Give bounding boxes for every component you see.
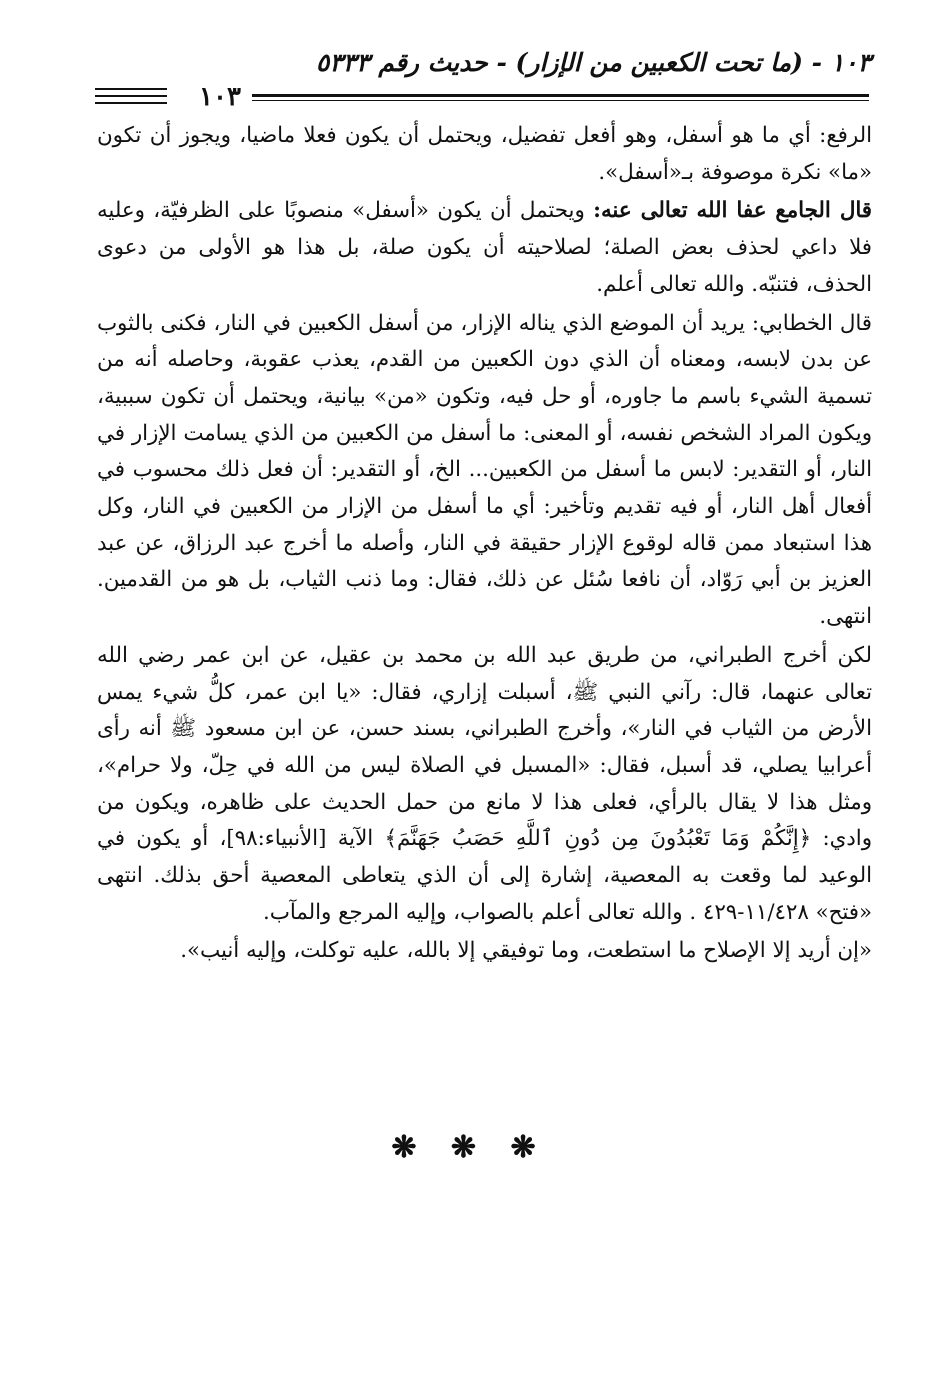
paragraph-text: لكن أخرج الطبراني، من طريق عبد الله بن محمد بن عقيل، عن ابن عمر رضي الله تعالى عنهما، قال: رآني النبي ﷺ، أسبلت إزاري، فقال: «يا ابن عمر، كلُّ شيء يمس الأرض من الثياب في النار»، وأخرج الطبراني، بسند حسن، عن ابن مسعود ﷺ أنه رأى أعرابيا يصلي، قد أسبل، فقال: «المسبل في الصلاة ليس من الله في حِلّ، ولا حرام»، ومثل هذا لا يقال بالرأي، فعلى هذا لا مانع من حمل الحديث على ظاهره، ويكون من وادي: ﴿إِنَّكُمْ وَمَا تَعْبُدُونَ مِن دُونِ ٱللَّهِ حَصَبُ جَهَنَّمَ﴾ الآية [الأنبياء:٩٨]، أو يكون في الوعيد لما وقعت به المعصية، إشارة إلى أن الذي يتعاطى المعصية أحق بذلك. انتهى «فتح» ١١/٤٢٨-٤٢٩ . والله تعالى أعلم بالصواب، وإليه المرجع والمآب. [97, 642, 872, 925]
paragraph-2 [97, 193, 872, 303]
paragraph-1 [97, 118, 872, 191]
body-text [97, 118, 872, 970]
paragraph-text: «إن أريد إلا الإصلاح ما استطعت، وما توفيقي إلا بالله، عليه توكلت، وإليه أنيب». [180, 938, 872, 964]
paragraph-text: الرفع: أي ما هو أسفل، وهو أفعل تفضيل، ويحتمل أن يكون فعلا ماضيا، ويجوز أن تكون «ما» نكرة موصوفة بـ«أسفل». [97, 123, 872, 185]
header-rule-left [95, 95, 167, 97]
header-rule [252, 94, 869, 97]
paragraph-text: ويحتمل أن يكون «أسفل» منصوبًا على الظرفيّة، وعليه فلا داعي لحذف بعض الصلة؛ لصلاحيته أن يكون صلة، بل هذا هو الأولى من دعوى الحذف، فتنبّه. والله تعالى أعلم. [97, 198, 872, 297]
paragraph-3 [97, 306, 872, 636]
page-number: ١٠٣ [199, 82, 241, 112]
header-rule-left [95, 102, 167, 104]
paragraph-5 [97, 933, 872, 970]
paragraph-text: قال الخطابي: يريد أن الموضع الذي يناله الإزار، من أسفل الكعبين في النار، فكنى بالثوب عن بدن لابسه، ومعناه أن الذي دون الكعبين من القدم، يعذب عقوبة، وحاصله أنه من تسمية الشيء باسم ما جاوره، أو حل فيه، وتكون «من» بيانية، ويحتمل أن تكون سببية، ويكون المراد الشخص نفسه، أو المعنى: ما أسفل من الكعبين من الذي يسامت الإزار في النار، أو التقدير: لابس ما أسفل من الكعبين... الخ، أو التقدير: أن فعل ذلك محسوب في أفعال أهل النار، أو فيه تقديم وتأخير: أي ما أسفل من الإزار من الكعبين في النار، وكل هذا استبعاد ممن قاله لوقوع الإزار حقيقة في النار، وأصله ما أخرج عبد الرزاق، عن عبد العزيز بن أبي رَوّاد، أن نافعا سُئل عن ذلك، فقال: وما ذنب الثياب، بل هو من القدمين. انتهى. [97, 310, 872, 630]
paragraph-lead: قال الجامع عفا الله تعالى عنه: [593, 198, 872, 224]
running-header-title: ١٠٣ - (ما تحت الكعبين من الإزار) - حديث رقم ٥٣٣٣ [315, 48, 871, 77]
paragraph-4 [97, 638, 872, 932]
header-rule-left [95, 88, 167, 90]
header-rule-thin [252, 100, 869, 101]
section-separator: ❋ ❋ ❋ [391, 1130, 548, 1165]
